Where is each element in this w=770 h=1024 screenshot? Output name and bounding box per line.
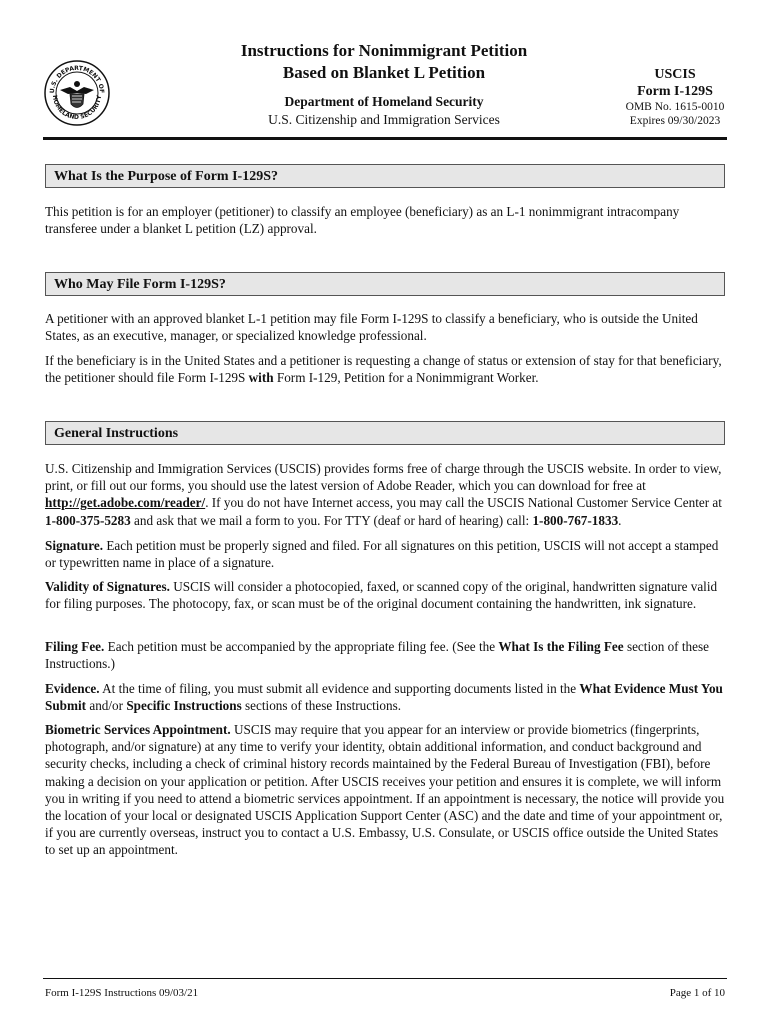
document-title-line-1: Instructions for Nonimmigrant Petition <box>240 41 528 60</box>
svg-text:HOMELAND SECURITY: HOMELAND SECURITY <box>50 94 104 122</box>
evidence-paragraph: Evidence. At the time of filing, you must submit all evidence and supporting documents listed in the What Evidence Must You Submit and/or Specific Instructions sections of these Instructions. <box>45 681 723 714</box>
header-divider <box>43 137 727 140</box>
uscis-label: USCIS <box>654 67 696 82</box>
purpose-paragraph: This petition is for an employer (petitioner) to classify an employee (beneficiary) as an L-1 nonimmigrant intracompany transferee under a blanket L petition (LZ) approval. <box>45 204 680 237</box>
page-number: Page 1 of 10 <box>669 987 725 999</box>
biometric-paragraph: Biometric Services Appointment. USCIS may require that you appear for an interview or provide biometrics (fingerprints, photograph, and/or signature) at any time to verify your identity, obtain additional information, and conduct background and security checks, including a check of criminal history records maintained by the Federal Bureau of Investigation (FBI), before making a decision on your application or petition. After USCIS receives your petition and ensures it is complete, we will inform you in writing if you need to attend a biometric services appointment. If an appointment is necessary, the notice will provide you the location of your local or designated USCIS Application Support Center (ASC) and the date and time of your appointment or, if you are currently overseas, instruct you to contact a U.S. Embassy, U.S. Consulate, or USCIS office outside the United States to set up an appointment. <box>45 722 725 858</box>
section-heading-who-may-file: Who May File Form I-129S? <box>45 272 725 296</box>
validity-paragraph: Validity of Signatures. USCIS will consider a photocopied, faxed, or scanned copy of the original, handwritten signature valid for filing purposes. The photocopy, fax, or scan must be of the original document containing the handwritten, ink signature. <box>45 579 718 612</box>
signature-paragraph: Signature. Each petition must be properly signed and filed. For all signatures on this petition, USCIS will not accept a stamped or typewritten name in place of a signature. <box>45 538 719 571</box>
expiration-date: Expires 09/30/2023 <box>629 115 721 127</box>
form-id: Form I-129S <box>637 84 713 99</box>
dhs-seal-logo <box>44 60 110 126</box>
tty-phone: 1-800-767-1833 <box>532 512 619 528</box>
department-name: Department of Homeland Security <box>284 94 484 109</box>
section-heading-general-instructions: General Instructions <box>45 421 725 445</box>
who-paragraph-2: If the beneficiary is in the United States and a petitioner is requesting a change of status or extension of stay for that beneficiary, the petitioner should file Form I-129S with Form I-129, Petition for a Nonimmigrant Worker. <box>45 353 722 386</box>
footer-divider <box>43 978 727 979</box>
document-title-line-2: Based on Blanket L Petition <box>282 63 486 82</box>
agency-name: U.S. Citizenship and Immigration Services <box>268 112 500 127</box>
svg-text:U.S. DEPARTMENT OF: U.S. DEPARTMENT OF <box>48 64 106 94</box>
omb-number: OMB No. 1615-0010 <box>625 101 725 113</box>
general-intro-paragraph: U.S. Citizenship and Immigration Services (USCIS) provides forms free of charge through the USCIS website. In order to view, print, or fill out our forms, you should use the latest version of Adobe Reader, which you can download for free at http://get.adobe.com/reader/. If you do not have Internet access, you may call the USCIS National Customer Service Center at 1-800-375-5283 and ask that we mail a form to you. For TTY (deaf or hard of hearing) call: 1-800-767-1833. <box>45 461 722 528</box>
who-paragraph-1: A petitioner with an approved blanket L-1 petition may file Form I-129S to classify a beneficiary, who is outside the United States, as an executive, manager, or specialized knowledge professional. <box>45 311 698 344</box>
customer-service-phone: 1-800-375-5283 <box>45 512 131 528</box>
footer-form-edition: Form I-129S Instructions 09/03/21 <box>45 987 199 999</box>
filing-fee-paragraph: Filing Fee. Each petition must be accompanied by the appropriate filing fee. (See the What Is the Filing Fee section of these Instructions.) <box>45 639 709 672</box>
adobe-reader-link[interactable]: http://get.adobe.com/reader/ <box>45 495 206 511</box>
section-heading-purpose: What Is the Purpose of Form I-129S? <box>45 164 725 188</box>
